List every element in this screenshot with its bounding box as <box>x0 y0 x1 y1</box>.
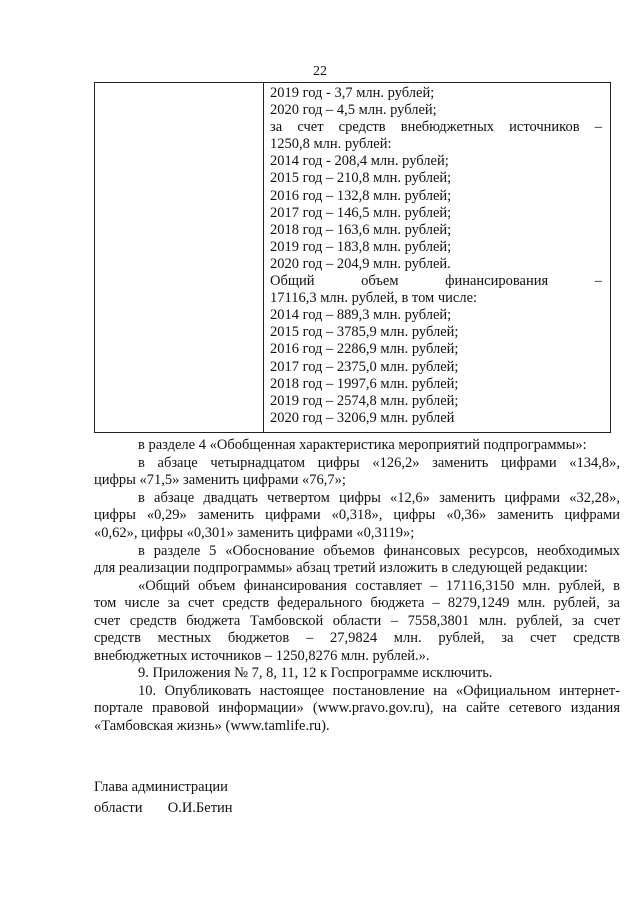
table-line: 2015 год – 210,8 млн. рублей; <box>270 170 452 187</box>
table-line: 17116,3 млн. рублей, в том числе: <box>270 290 478 307</box>
paragraph <box>94 578 620 665</box>
table-column-divider <box>263 83 264 432</box>
paragraph-line: «Общий объем финансирования составляет – 17116,3150 млн. рублей, в <box>138 578 620 594</box>
paragraph <box>94 665 620 682</box>
table-line: 2020 год – 3206,9 млн. рублей <box>270 409 455 426</box>
paragraph <box>94 683 620 735</box>
signature-name: О.И.Бетин <box>167 800 233 816</box>
paragraph-line: «Тамбовская жизнь» (www.tamlife.ru). <box>94 717 330 734</box>
signature-line <box>94 800 233 817</box>
paragraph-line: в абзаце двадцать четвертом цифры «12,6» заменить цифрами «32,28», <box>138 490 620 506</box>
financing-table <box>94 82 611 433</box>
paragraph-line: средств местных бюджетов – 27,9824 млн. рублей, за счет средств <box>94 630 620 647</box>
table-line: 2018 год – 1997,6 млн. рублей; <box>270 375 459 392</box>
table-line: 2016 год – 2286,9 млн. рублей; <box>270 341 459 358</box>
table-line: 2017 год – 2375,0 млн. рублей; <box>270 358 459 375</box>
paragraph <box>94 543 620 578</box>
table-line: 2015 год – 3785,9 млн. рублей; <box>270 324 459 341</box>
table-line: 2017 год – 146,5 млн. рублей; <box>270 204 452 221</box>
table-line: 2020 год – 4,5 млн. рублей; <box>270 102 437 119</box>
paragraph-line: «0,62», цифры «0,301» заменить цифрами «0,3119»; <box>94 524 415 541</box>
table-right-cell <box>270 85 602 427</box>
table-line: 2019 год – 183,8 млн. рублей; <box>270 238 452 255</box>
paragraph-line: внебюджетных источников – 1250,8276 млн. рублей.». <box>94 647 430 664</box>
table-line: 2014 год – 889,3 млн. рублей; <box>270 307 452 324</box>
paragraph <box>94 490 620 542</box>
paragraph-line: счет средств бюджета Тамбовской области – 7558,3801 млн. рублей, за счет <box>94 612 620 629</box>
table-line: 2019 год – 2574,8 млн. рублей; <box>270 392 459 409</box>
table-line: 2019 год - 3,7 млн. рублей; <box>270 85 435 101</box>
page-number: 22 <box>313 64 327 79</box>
paragraph <box>94 455 620 490</box>
table-line: за счет средств внебюджетных источников – <box>270 119 602 136</box>
paragraph-line: для реализации подпрограммы» абзац третий изложить в следующей редакции: <box>94 560 588 577</box>
paragraph-line: цифры «0,29» заменить цифрами «0,318», цифры «0,36» заменить цифрами <box>94 507 620 524</box>
table-line: 2014 год - 208,4 млн. рублей; <box>270 153 449 170</box>
paragraph-line: том числе за счет средств федерального бюджета – 8279,1249 млн. рублей, за <box>94 595 620 612</box>
paragraph-line: в разделе 5 «Обоснование объемов финансовых ресурсов, необходимых <box>138 543 620 559</box>
paragraph-line: 9. Приложения № 7, 8, 11, 12 к Госпрограмме исключить. <box>138 665 493 681</box>
paragraph <box>94 437 620 454</box>
paragraph-line: портале правовой информации» (www.pravo.gov.ru), на сайте сетевого издания <box>94 700 620 717</box>
table-line: 2016 год – 132,8 млн. рублей; <box>270 187 452 204</box>
table-line: 2018 год – 163,6 млн. рублей; <box>270 221 452 238</box>
paragraph-line: в абзаце четырнадцатом цифры «126,2» заменить цифрами «134,8», <box>138 455 620 471</box>
table-line: 2020 год – 204,9 млн. рублей. <box>270 255 451 272</box>
paragraph-line: цифры «71,5» заменить цифрами «76,7»; <box>94 472 346 489</box>
table-line: Общий объем финансирования – <box>270 273 602 290</box>
paragraph-line: 10. Опубликовать настоящее постановление на «Официальном интернет- <box>138 683 620 699</box>
signature-title: Глава администрации <box>94 779 228 795</box>
table-line: 1250,8 млн. рублей: <box>270 136 392 153</box>
paragraph-line: в разделе 4 «Обобщенная характеристика мероприятий подпрограммы»: <box>138 437 587 453</box>
signature-region: области <box>94 800 143 816</box>
